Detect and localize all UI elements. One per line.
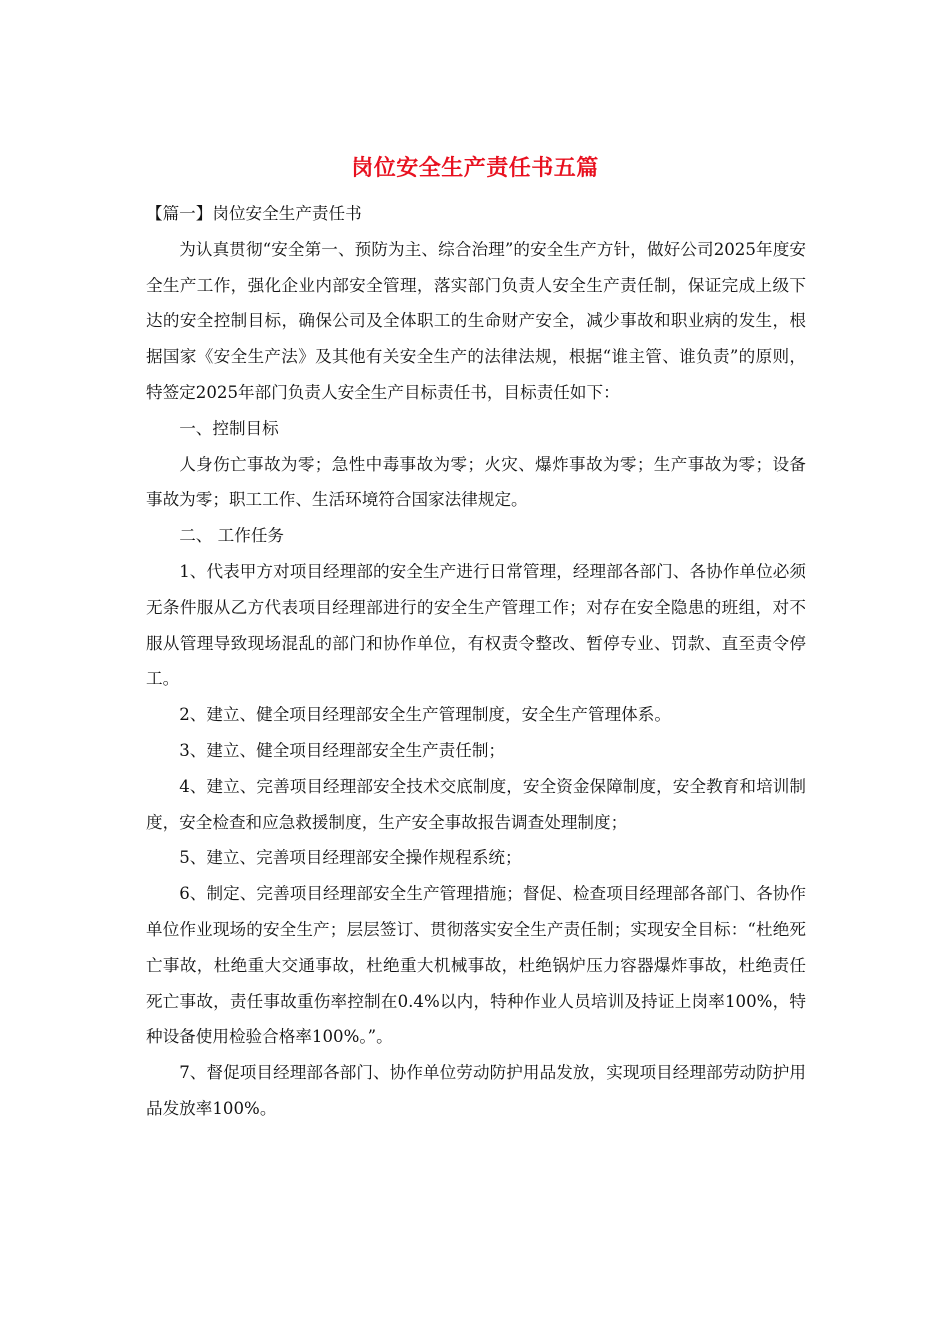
task-item: 1、代表甲方对项目经理部的安全生产进行日常管理，经理部各部门、各协作单位必须无条件服从乙方代表项目经理部进行的安全生产管理工作；对存在安全隐患的班组，对不服从管理导致现场混乱的部门和协作单位，有权责令整改、暂停专业、罚款、直至责令停工。: [146, 561, 806, 689]
heading-control-targets: 一、控制目标: [179, 418, 279, 438]
control-targets-paragraph: 人身伤亡事故为零；急性中毒事故为零；火灾、爆炸事故为零；生产事故为零；设备事故为零；职工工作、生活环境符合国家法律规定。: [146, 454, 806, 510]
heading-work-tasks: 二、 工作任务: [179, 526, 285, 546]
document-body: [146, 196, 806, 1127]
task-item: 7、督促项目经理部各部门、协作单位劳动防护用品发放，实现项目经理部劳动防护用品发放率100%。: [146, 1063, 806, 1118]
task-item: 4、建立、完善项目经理部安全技术交底制度，安全资金保障制度，安全教育和培训制度，安全检查和应急救援制度，生产安全事故报告调查处理制度；: [146, 776, 806, 832]
document-title: 岗位安全生产责任书五篇: [351, 155, 599, 181]
intro-paragraph: 为认真贯彻“安全第一、预防为主、综合治理”的安全生产方针，做好公司2025年度安全生产工作，强化企业内部安全管理，落实部门负责人安全生产责任制，保证完成上级下达的安全控制目标，确保公司及全体职工的生命财产安全，减少事故和职业病的发生，根据国家《安全生产法》及其他有关安全生产的法律法规，根据“谁主管、谁负责”的原则，特签定2025年部门负责人安全生产目标责任书，目标责任如下：: [146, 239, 806, 402]
task-item: 6、制定、完善项目经理部安全生产管理措施；督促、检查项目经理部各部门、各协作单位作业现场的安全生产；层层签订、贯彻落实安全生产责任制；实现安全目标：“杜绝死亡事故，杜绝重大交通事故，杜绝重大机械事故，杜绝锅炉压力容器爆炸事故，杜绝责任死亡事故，责任事故重伤率控制在0.4%以内，特种作业人员培训及持证上岗率100%，特种设备使用检验合格率100%。”。: [146, 884, 806, 1047]
task-item: 5、建立、完善项目经理部安全操作规程系统；: [179, 848, 522, 868]
task-item: 2、建立、健全项目经理部安全生产管理制度，安全生产管理体系。: [179, 705, 671, 725]
section-heading: 【篇一】岗位安全生产责任书: [146, 204, 362, 223]
task-item: 3、建立、健全项目经理部安全生产责任制；: [179, 740, 506, 760]
